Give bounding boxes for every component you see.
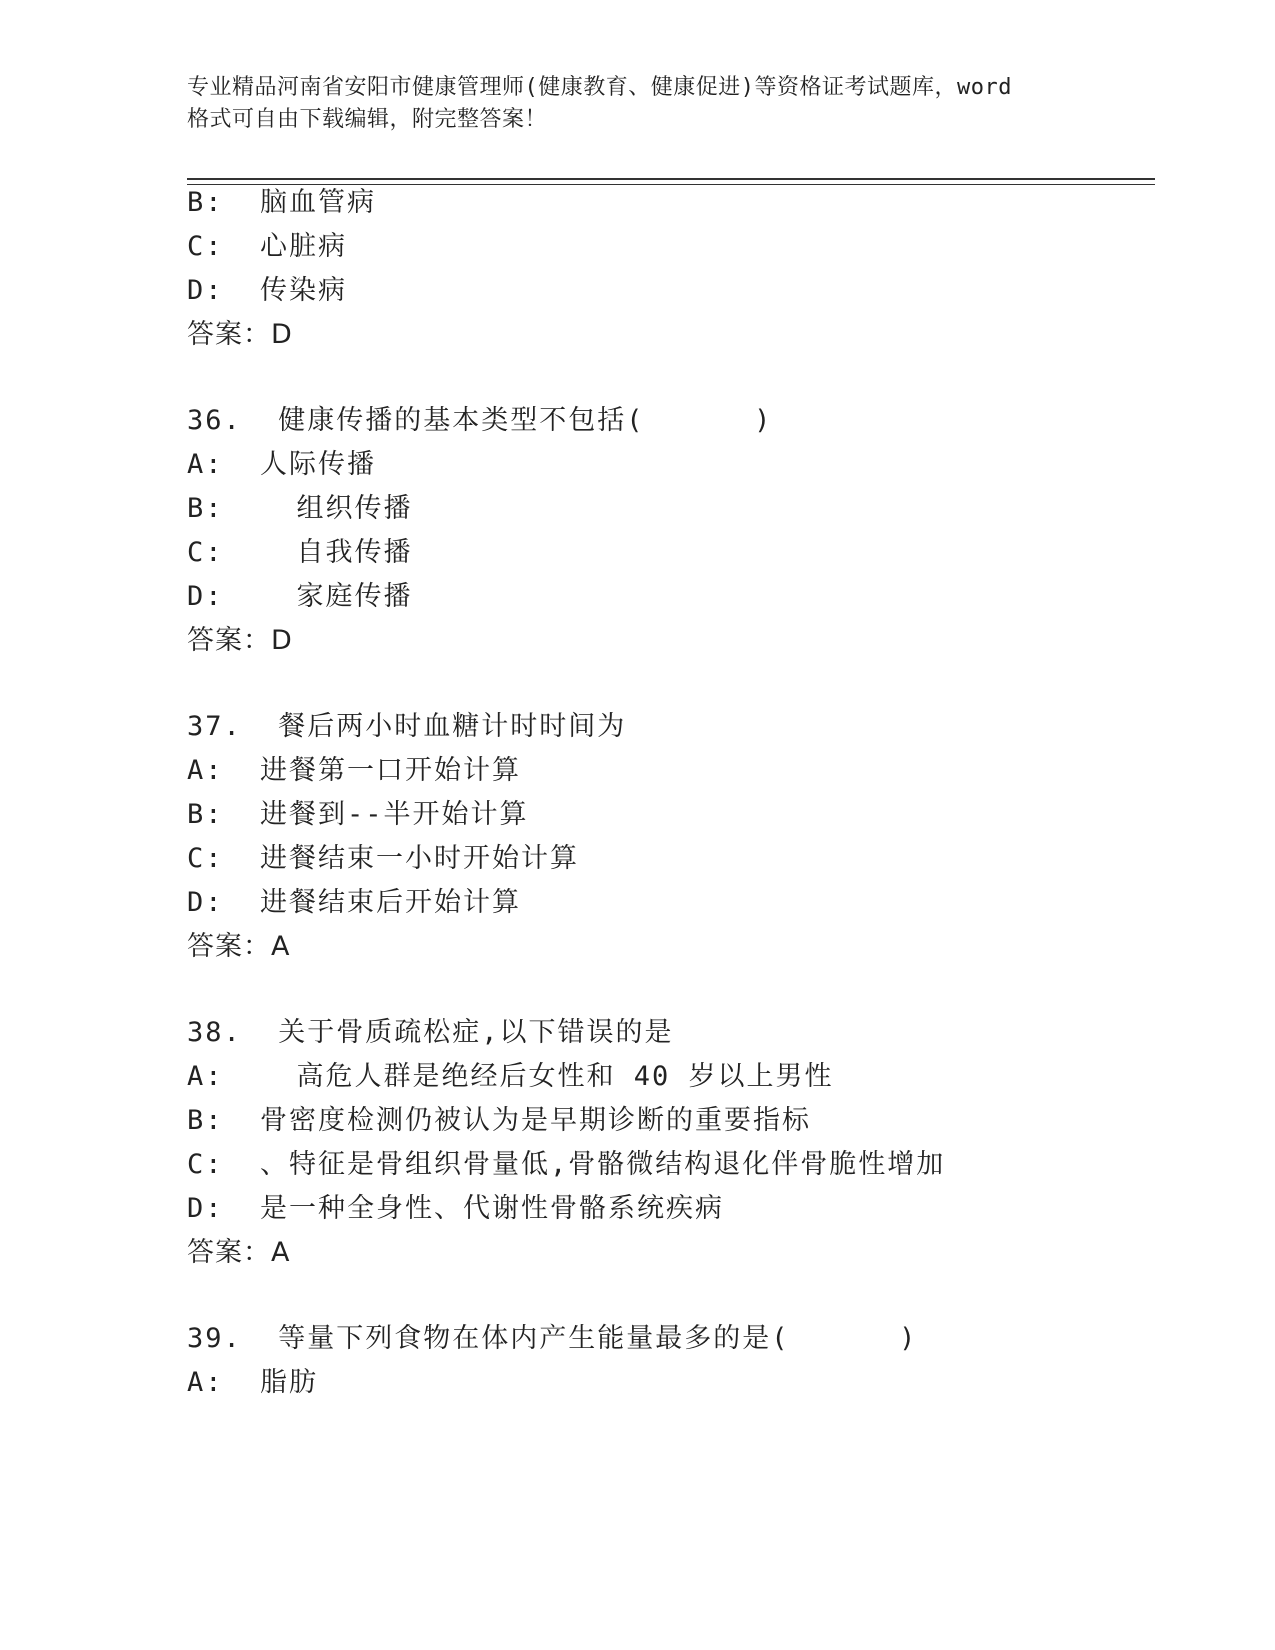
q36-option-a: A: 人际传播 [187, 449, 377, 480]
q38-option-a: A: 高危人群是绝经后女性和 40 岁以上男性 [187, 1061, 834, 1092]
q39-stem: 39. 等量下列食物在体内产生能量最多的是( ) [187, 1323, 918, 1354]
q36-stem: 36. 健康传播的基本类型不包括( ) [187, 405, 773, 436]
q37-option-d: D: 进餐结束后开始计算 [187, 887, 522, 918]
q36-answer: 答案：D [187, 625, 293, 656]
document-header [187, 72, 1087, 136]
header-divider-thin [187, 184, 1155, 185]
q35-option-d: D: 传染病 [187, 275, 348, 306]
q37-option-a: A: 进餐第一口开始计算 [187, 755, 522, 786]
q37-option-c: C: 进餐结束一小时开始计算 [187, 843, 580, 874]
header-divider-thick [187, 178, 1155, 180]
header-line-1: 专业精品河南省安阳市健康管理师(健康教育、健康促进)等资格证考试题库，word [187, 75, 1012, 100]
q37-option-b: B: 进餐到--半开始计算 [187, 799, 529, 830]
q36-option-d: D: 家庭传播 [187, 581, 413, 612]
q38-option-d: D: 是一种全身性、代谢性骨骼系统疾病 [187, 1193, 725, 1224]
q37-answer: 答案：A [187, 931, 291, 962]
q39-option-a: A: 脂肪 [187, 1367, 319, 1398]
q35-option-b: B: 脑血管病 [187, 187, 377, 218]
q38-option-c: C: 、特征是骨组织骨量低,骨骼微结构退化伴骨脆性增加 [187, 1149, 946, 1180]
q36-option-b: B: 组织传播 [187, 493, 413, 524]
q35-option-c: C: 心脏病 [187, 231, 348, 262]
q38-answer: 答案：A [187, 1237, 291, 1268]
q37-stem: 37. 餐后两小时血糖计时时间为 [187, 711, 627, 742]
q38-option-b: B: 骨密度检测仍被认为是早期诊断的重要指标 [187, 1105, 812, 1136]
q38-stem: 38. 关于骨质疏松症,以下错误的是 [187, 1017, 674, 1048]
header-line-2: 格式可自由下载编辑，附完整答案！ [187, 107, 548, 132]
q35-answer: 答案：D [187, 319, 293, 350]
q36-option-c: C: 自我传播 [187, 537, 413, 568]
